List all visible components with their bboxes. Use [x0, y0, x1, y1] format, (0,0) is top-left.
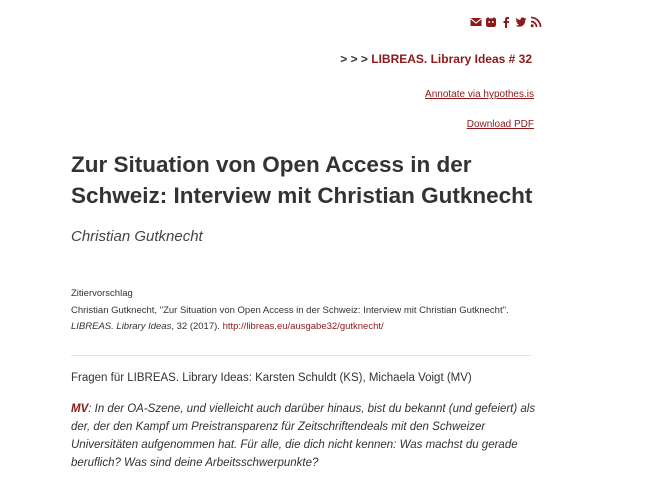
rss-icon[interactable] [530, 16, 542, 28]
citation-block [71, 286, 541, 336]
breadcrumb-issue-link[interactable]: LIBREAS. Library Ideas # 32 [371, 52, 532, 66]
article-author: Christian Gutknecht [71, 228, 203, 245]
citation-issue: , 32 (2017). [171, 321, 223, 332]
article-title: Zur Situation von Open Access in der Schweiz: Interview mit Christian Gutknecht [71, 152, 533, 208]
interview-intro: Fragen für LIBREAS. Library Ideas: Karsten Schuldt (KS), Michaela Voigt (MV) [71, 372, 472, 384]
citation-journal: LIBREAS. Library Ideas [71, 321, 172, 332]
annotate-link[interactable]: Annotate via hypothes.is [425, 89, 534, 100]
question-speaker: MV [71, 403, 89, 415]
interview-question [71, 400, 541, 472]
breadcrumb [340, 52, 532, 66]
citation-text: Christian Gutknecht, "Zur Situation von Open Access in der Schweiz: Interview mit Christian Gutknecht". [71, 304, 509, 316]
question-text: : In der OA-Szene, und vielleicht auch darüber hinaus, bist du bekannt (und gefeiert) als der, der den Kampf um Preistransparenz für Zeitschriftendeals mit den Schweizer Universitäten aufgenommen hat. Für alle, die dich nicht kennen: Was machst du gerade beruflich? Was sind deine Arbeitsschwerpunkte? [71, 403, 536, 469]
download-pdf-link[interactable]: Download PDF [466, 119, 534, 130]
citation-source [71, 319, 541, 336]
citation-url-link[interactable]: http://libreas.eu/ausgabe32/gutknecht/ [222, 321, 384, 332]
twitter-icon[interactable] [515, 16, 527, 28]
facebook-icon[interactable] [500, 16, 512, 28]
citation-heading: Zitiervorschlag [71, 288, 133, 299]
social-links [470, 16, 542, 28]
github-icon[interactable] [485, 16, 497, 28]
mail-icon[interactable] [470, 16, 482, 28]
divider [71, 355, 531, 356]
breadcrumb-prefix: > > > [340, 52, 372, 66]
